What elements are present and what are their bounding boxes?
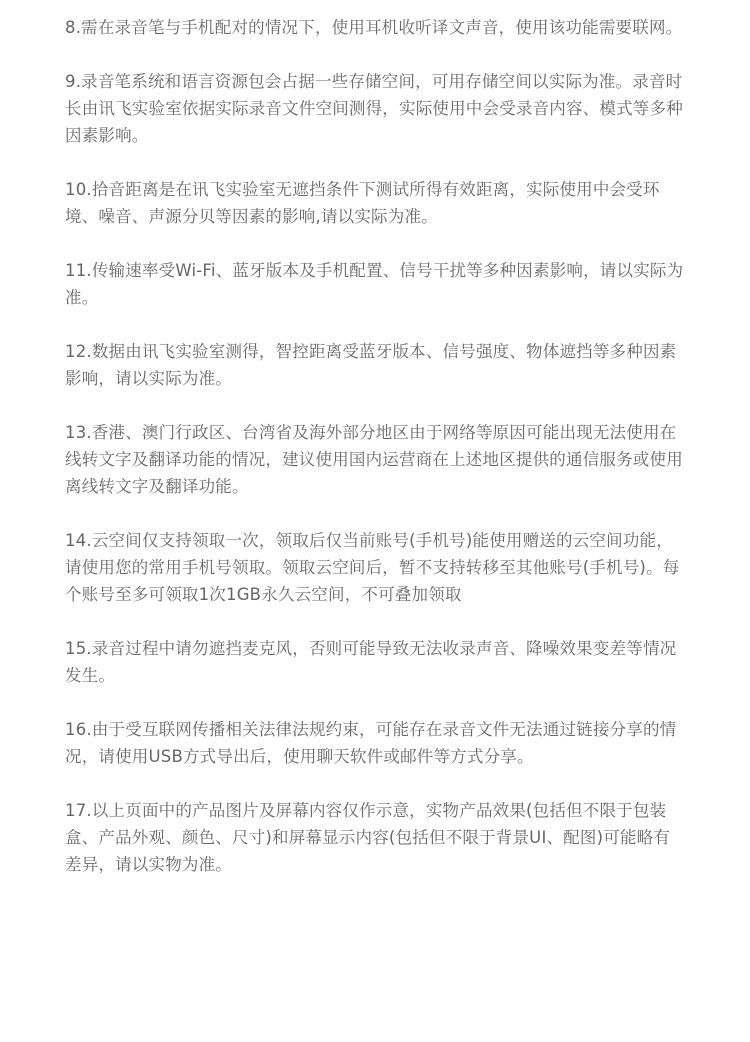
note-item-8: 8.需在录音笔与手机配对的情况下，使用耳机收听译文声音，使用该功能需要联网。 [65, 18, 683, 37]
note-item-14: 14.云空间仅支持领取一次，领取后仅当前账号(手机号)能使用赠送的云空间功能，请使用您的常用手机号领取。领取云空间后，暂不支持转移至其他账号(手机号)。每个账号至多可领取1次1GB永久云空间，不可叠加领取 [65, 531, 680, 604]
note-item-13: 13.香港、澳门行政区、台湾省及海外部分地区由于网络等原因可能出现无法使用在线转文字及翻译功能的情况，建议使用国内运营商在上述地区提供的通信服务或使用离线转文字及翻译功能。 [65, 423, 683, 496]
notes-list [65, 14, 685, 905]
note-item-15: 15.录音过程中请勿遮挡麦克风，否则可能导致无法收录声音、降噪效果变差等情况发生。 [65, 639, 677, 685]
note-item-10: 10.拾音距离是在讯飞实验室无遮挡条件下测试所得有效距离，实际使用中会受环境、噪音、声源分贝等因素的影响,请以实际为准。 [65, 180, 660, 226]
note-item-17: 17.以上页面中的产品图片及屏幕内容仅作示意，实物产品效果(包括但不限于包装盒、产品外观、颜色、尺寸)和屏幕显示内容(包括但不限于背景UI、配图)可能略有差异，请以实物为准。 [65, 801, 671, 874]
note-item-16: 16.由于受互联网传播相关法律法规约束，可能存在录音文件无法通过链接分享的情况，请使用USB方式导出后，使用聊天软件或邮件等方式分享。 [65, 720, 677, 766]
note-item-9: 9.录音笔系统和语言资源包会占据一些存储空间，可用存储空间以实际为准。录音时长由讯飞实验室依据实际录音文件空间测得，实际使用中会受录音内容、模式等多种因素影响。 [65, 72, 683, 145]
note-item-12: 12.数据由讯飞实验室测得，智控距离受蓝牙版本、信号强度、物体遮挡等多种因素影响，请以实际为准。 [65, 342, 677, 388]
note-item-11: 11.传输速率受Wi-Fi、蓝牙版本及手机配置、信号干扰等多种因素影响，请以实际为准。 [65, 261, 684, 307]
